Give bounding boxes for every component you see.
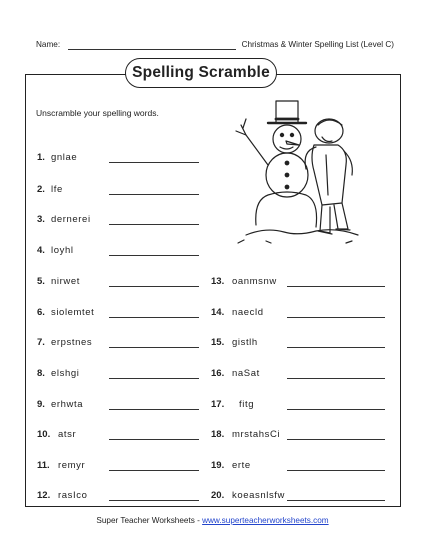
footer-link[interactable]: www.superteacherworksheets.com xyxy=(202,516,329,525)
answer-line[interactable] xyxy=(109,162,199,163)
page-footer xyxy=(0,516,425,525)
item-number: 4. xyxy=(37,245,45,256)
item-number: 9. xyxy=(37,399,45,410)
item-number: 13. xyxy=(211,276,225,287)
answer-line[interactable] xyxy=(287,470,385,471)
answer-line[interactable] xyxy=(109,317,199,318)
list-item xyxy=(211,337,391,351)
snowman-illustration xyxy=(226,95,366,255)
item-number: 12. xyxy=(37,490,51,501)
scrambled-word: mrstahsCi xyxy=(232,429,281,440)
scrambled-word: gnlae xyxy=(51,152,78,163)
scrambled-word: nirwet xyxy=(51,276,80,287)
item-number: 17. xyxy=(211,399,225,410)
worksheet-title: Spelling Scramble xyxy=(125,58,277,88)
list-title: Christmas & Winter Spelling List (Level C) xyxy=(241,40,394,49)
list-item xyxy=(37,184,207,198)
answer-line[interactable] xyxy=(287,347,385,348)
answer-line[interactable] xyxy=(109,224,199,225)
scrambled-word: naecld xyxy=(232,307,264,318)
scrambled-word: koeasnlsfw xyxy=(232,490,285,501)
list-item xyxy=(37,460,207,474)
scrambled-word: dernerei xyxy=(51,214,91,225)
answer-line[interactable] xyxy=(287,378,385,379)
answer-line[interactable] xyxy=(109,439,199,440)
list-item xyxy=(37,245,207,259)
answer-line[interactable] xyxy=(287,317,385,318)
list-item xyxy=(211,276,391,290)
item-number: 18. xyxy=(211,429,225,440)
scrambled-word: siolemtet xyxy=(51,307,95,318)
answer-line[interactable] xyxy=(109,347,199,348)
item-number: 19. xyxy=(211,460,225,471)
scrambled-word: erte xyxy=(232,460,251,471)
scrambled-word: erhwta xyxy=(51,399,84,410)
answer-line[interactable] xyxy=(109,378,199,379)
item-number: 3. xyxy=(37,214,45,225)
list-item xyxy=(37,276,207,290)
scrambled-word: lfe xyxy=(51,184,63,195)
item-number: 14. xyxy=(211,307,225,318)
scrambled-word: loyhl xyxy=(51,245,74,256)
answer-line[interactable] xyxy=(287,439,385,440)
item-number: 5. xyxy=(37,276,45,287)
instructions: Unscramble your spelling words. xyxy=(36,108,159,118)
answer-line[interactable] xyxy=(287,286,385,287)
list-item xyxy=(37,399,207,413)
scrambled-word: erpstnes xyxy=(51,337,93,348)
item-number: 16. xyxy=(211,368,225,379)
footer-text: Super Teacher Worksheets - xyxy=(96,516,203,525)
item-number: 1. xyxy=(37,152,45,163)
answer-line[interactable] xyxy=(109,194,199,195)
scrambled-word: oanmsnw xyxy=(232,276,277,287)
list-item xyxy=(37,337,207,351)
answer-line[interactable] xyxy=(287,500,385,501)
item-number: 10. xyxy=(37,429,51,440)
list-item xyxy=(211,399,391,413)
scrambled-word: rasIco xyxy=(58,490,88,501)
item-number: 8. xyxy=(37,368,45,379)
name-label: Name: xyxy=(36,40,61,49)
item-number: 11. xyxy=(37,460,50,471)
item-number: 7. xyxy=(37,337,45,348)
list-item xyxy=(211,307,391,321)
scrambled-word: naSat xyxy=(232,368,260,379)
list-item xyxy=(211,368,391,382)
list-item xyxy=(37,368,207,382)
list-item xyxy=(37,429,207,443)
scrambled-word: gistlh xyxy=(232,337,258,348)
answer-line[interactable] xyxy=(287,409,385,410)
list-item xyxy=(37,307,207,321)
answer-line[interactable] xyxy=(109,255,199,256)
scrambled-word: elshgi xyxy=(51,368,80,379)
list-item xyxy=(211,460,391,474)
list-item xyxy=(211,429,391,443)
item-number: 6. xyxy=(37,307,45,318)
item-number: 2. xyxy=(37,184,45,195)
scrambled-word: fitg xyxy=(239,399,255,410)
list-item xyxy=(37,490,207,504)
item-number: 15. xyxy=(211,337,225,348)
scrambled-word: remyr xyxy=(58,460,86,471)
item-number: 20. xyxy=(211,490,225,501)
name-input-line[interactable] xyxy=(68,49,236,50)
list-item xyxy=(37,214,207,228)
list-item xyxy=(211,490,391,504)
answer-line[interactable] xyxy=(109,470,199,471)
scrambled-word: atsr xyxy=(58,429,77,440)
answer-line[interactable] xyxy=(109,500,199,501)
list-item xyxy=(37,152,207,166)
answer-line[interactable] xyxy=(109,409,199,410)
answer-line[interactable] xyxy=(109,286,199,287)
